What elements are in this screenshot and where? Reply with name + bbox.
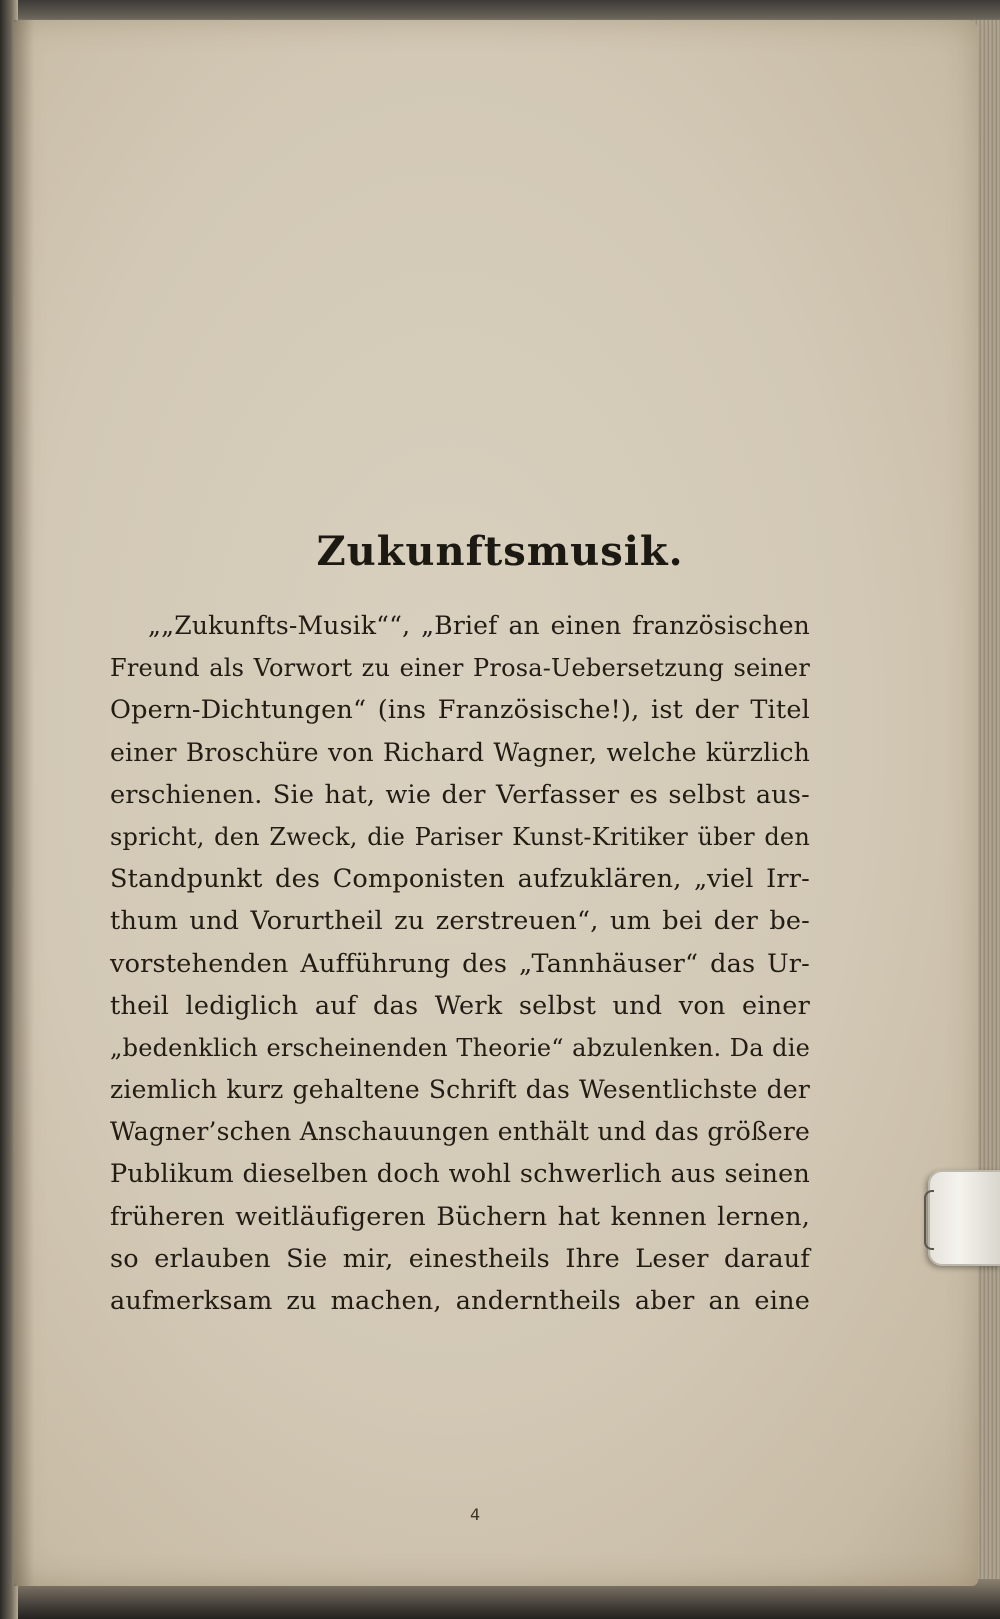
text-line: Freund als Vorwort zu einer Prosa-Uebersetzung seiner [110, 654, 810, 683]
text-line: ziemlich kurz gehaltene Schrift das Wesentlichste der [110, 1075, 810, 1105]
text-line: „„Zukunfts-Musik““, „Brief an einen französischen [148, 611, 810, 640]
text-line: vorstehenden Aufführung des „Tannhäuser“ das Ur- [110, 948, 810, 979]
text-line: Publikum dieselben doch wohl schwerlich aus seinen [110, 1159, 810, 1190]
text-line: einer Broschüre von Richard Wagner, welche kürzlich [110, 737, 810, 767]
text-line: Standpunkt des Componisten aufzuklären, „viel Irr- [110, 864, 810, 895]
text-line: „bedenklich erscheinenden Theorie“ abzulenken. Da die [110, 1033, 810, 1062]
text-line: früheren weitläufigeren Büchern hat kennen lernen, [110, 1201, 810, 1232]
text-line: thum und Vorurtheil zu zerstreuen“, um bei der be- [110, 906, 810, 937]
text-line: spricht, den Zweck, die Pariser Kunst-Kritiker über den [110, 822, 810, 851]
text-line: Wagner’schen Anschauungen enthält und das größere [110, 1117, 810, 1147]
signature-mark: 4 [470, 1505, 481, 1524]
text-line: erschienen. Sie hat, wie der Verfasser es selbst aus- [110, 779, 810, 810]
gutter-shadow [14, 20, 34, 1586]
text-line: aufmerksam zu machen, anderntheils aber an eine [110, 1286, 810, 1316]
text-line: theil lediglich auf das Werk selbst und von einer [110, 990, 810, 1021]
page-tab-marker [928, 1170, 1000, 1266]
text-line: Opern-Dichtungen“ (ins Französische!), ist der Titel [110, 695, 810, 726]
text-line: so erlauben Sie mir, einestheils Ihre Leser darauf [110, 1243, 810, 1274]
body-text [110, 605, 810, 1322]
page-title: Zukunftsmusik. [316, 528, 684, 575]
